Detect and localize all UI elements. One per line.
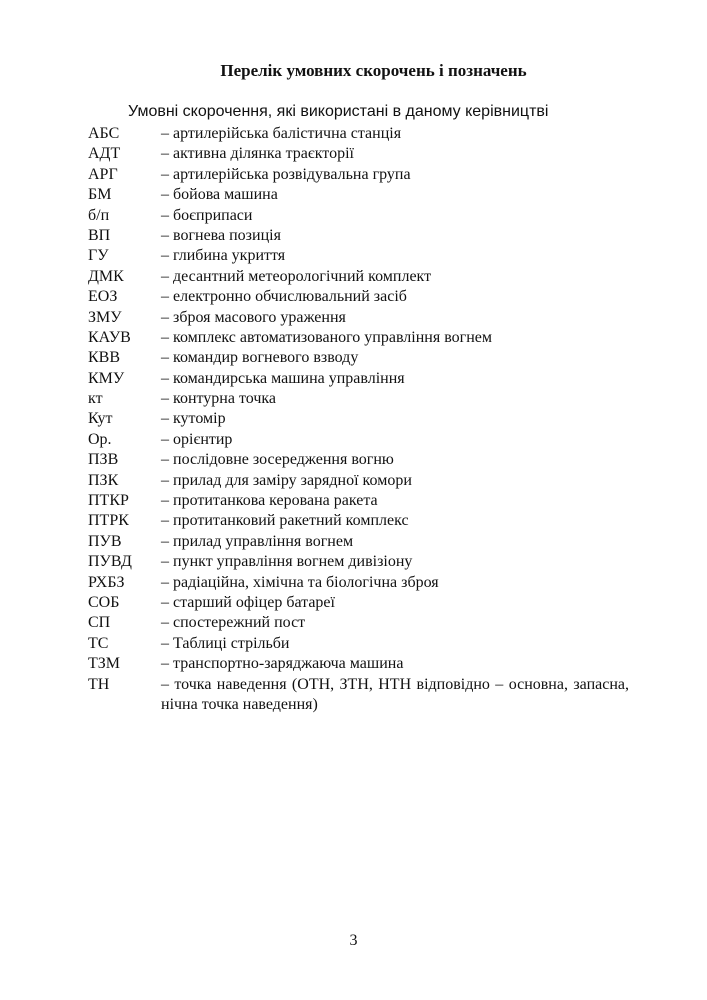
list-item: [88, 409, 648, 429]
abbreviation-list: [88, 124, 648, 715]
list-item: [88, 471, 648, 491]
definition: – контурна точка: [161, 390, 277, 408]
page-title: Перелік умовних скорочень і позначень: [220, 61, 527, 80]
definition: – Таблиці стрільби: [161, 634, 290, 652]
list-item: [88, 654, 648, 674]
abbreviation: ВП: [88, 226, 111, 244]
list-item: [88, 144, 648, 164]
abbreviation: АДТ: [88, 145, 121, 163]
list-item: [88, 634, 648, 654]
list-item: [88, 389, 648, 409]
list-item: [88, 552, 648, 572]
list-item: [88, 532, 648, 552]
definition: – точка наведення (ОТН, ЗТН, НТН відповідно – основна, запасна, нічна точка наведення): [161, 675, 629, 713]
definition: – десантний метеорологічний комплект: [161, 267, 432, 285]
abbreviation: РХБЗ: [88, 573, 125, 591]
definition: – артилерійська балістична станція: [161, 125, 402, 142]
list-item: [88, 430, 648, 450]
definition: – спостережний пост: [161, 614, 306, 632]
abbreviation: б/п: [88, 206, 110, 224]
definition: – кутомір: [161, 410, 226, 428]
abbreviation: СОБ: [88, 593, 120, 611]
abbreviation: Ор.: [88, 430, 112, 448]
abbreviation: ПЗК: [88, 471, 119, 489]
list-item: [88, 246, 648, 266]
definition: – пункт управління вогнем дивізіону: [161, 553, 413, 571]
list-item: [88, 348, 648, 368]
list-item: [88, 206, 648, 226]
definition: – прилад управління вогнем: [161, 532, 354, 550]
definition: – протитанковий ракетний комплекс: [161, 512, 409, 530]
definition: – командир вогневого взводу: [161, 349, 359, 367]
subtitle: Умовні скорочення, які використані в даному керівництві: [128, 103, 549, 120]
abbreviation: АБС: [88, 125, 120, 142]
abbreviation: ПТКР: [88, 492, 129, 510]
abbreviation: БМ: [88, 186, 112, 204]
definition: – старший офіцер батареї: [161, 593, 335, 611]
definition: – вогнева позиція: [161, 226, 281, 244]
list-item: [88, 124, 648, 144]
abbreviation: кт: [88, 390, 103, 408]
list-item: [88, 593, 648, 613]
definition: – командирська машина управління: [161, 369, 405, 387]
abbreviation: ГУ: [88, 247, 109, 265]
list-item: [88, 267, 648, 287]
list-item: [88, 491, 648, 511]
definition: – послідовне зосередження вогню: [161, 451, 394, 469]
list-item: [88, 308, 648, 328]
definition: – протитанкова керована ракета: [161, 492, 378, 510]
definition: – активна ділянка траєкторії: [161, 145, 354, 163]
definition: – глибина укриття: [161, 247, 286, 265]
list-item: [88, 613, 648, 633]
abbreviation: Кут: [88, 410, 113, 428]
abbreviation: ЗМУ: [88, 308, 122, 326]
list-item: [88, 450, 648, 470]
list-item: [88, 328, 648, 348]
definition: – транспортно-заряджаюча машина: [161, 655, 404, 673]
abbreviation: ПЗВ: [88, 451, 119, 469]
definition: – комплекс автоматизованого управління вогнем: [161, 328, 493, 346]
abbreviation: СП: [88, 614, 111, 632]
list-item: [88, 287, 648, 307]
definition: – артилерійська розвідувальна група: [161, 165, 411, 183]
list-item: [88, 165, 648, 185]
list-item: [88, 511, 648, 531]
abbreviation: КВВ: [88, 349, 121, 367]
abbreviation: ДМК: [88, 267, 124, 285]
definition: – бойова машина: [161, 186, 278, 204]
list-item: [88, 675, 648, 716]
list-item: [88, 226, 648, 246]
abbreviation: КАУВ: [88, 328, 131, 346]
abbreviation: ТН: [88, 675, 110, 693]
abbreviation: АРГ: [88, 165, 118, 183]
definition: – боєприпаси: [161, 206, 253, 224]
list-item: [88, 185, 648, 205]
abbreviation: КМУ: [88, 369, 125, 387]
abbreviation: ЕОЗ: [88, 288, 118, 306]
page-number: 3: [349, 932, 358, 949]
list-item: [88, 369, 648, 389]
abbreviation: ТЗМ: [88, 655, 121, 673]
abbreviation: ТС: [88, 634, 109, 652]
abbreviation: ПУВ: [88, 532, 122, 550]
abbreviation: ПУВД: [88, 553, 132, 571]
definition: – електронно обчислювальний засіб: [161, 288, 407, 306]
definition: – прилад для заміру зарядної комори: [161, 471, 412, 489]
abbreviation: ПТРК: [88, 512, 129, 530]
definition: – орієнтир: [161, 430, 233, 448]
list-item: [88, 573, 648, 593]
definition: – радіаційна, хімічна та біологічна зброя: [161, 573, 439, 591]
definition: – зброя масового ураження: [161, 308, 346, 326]
